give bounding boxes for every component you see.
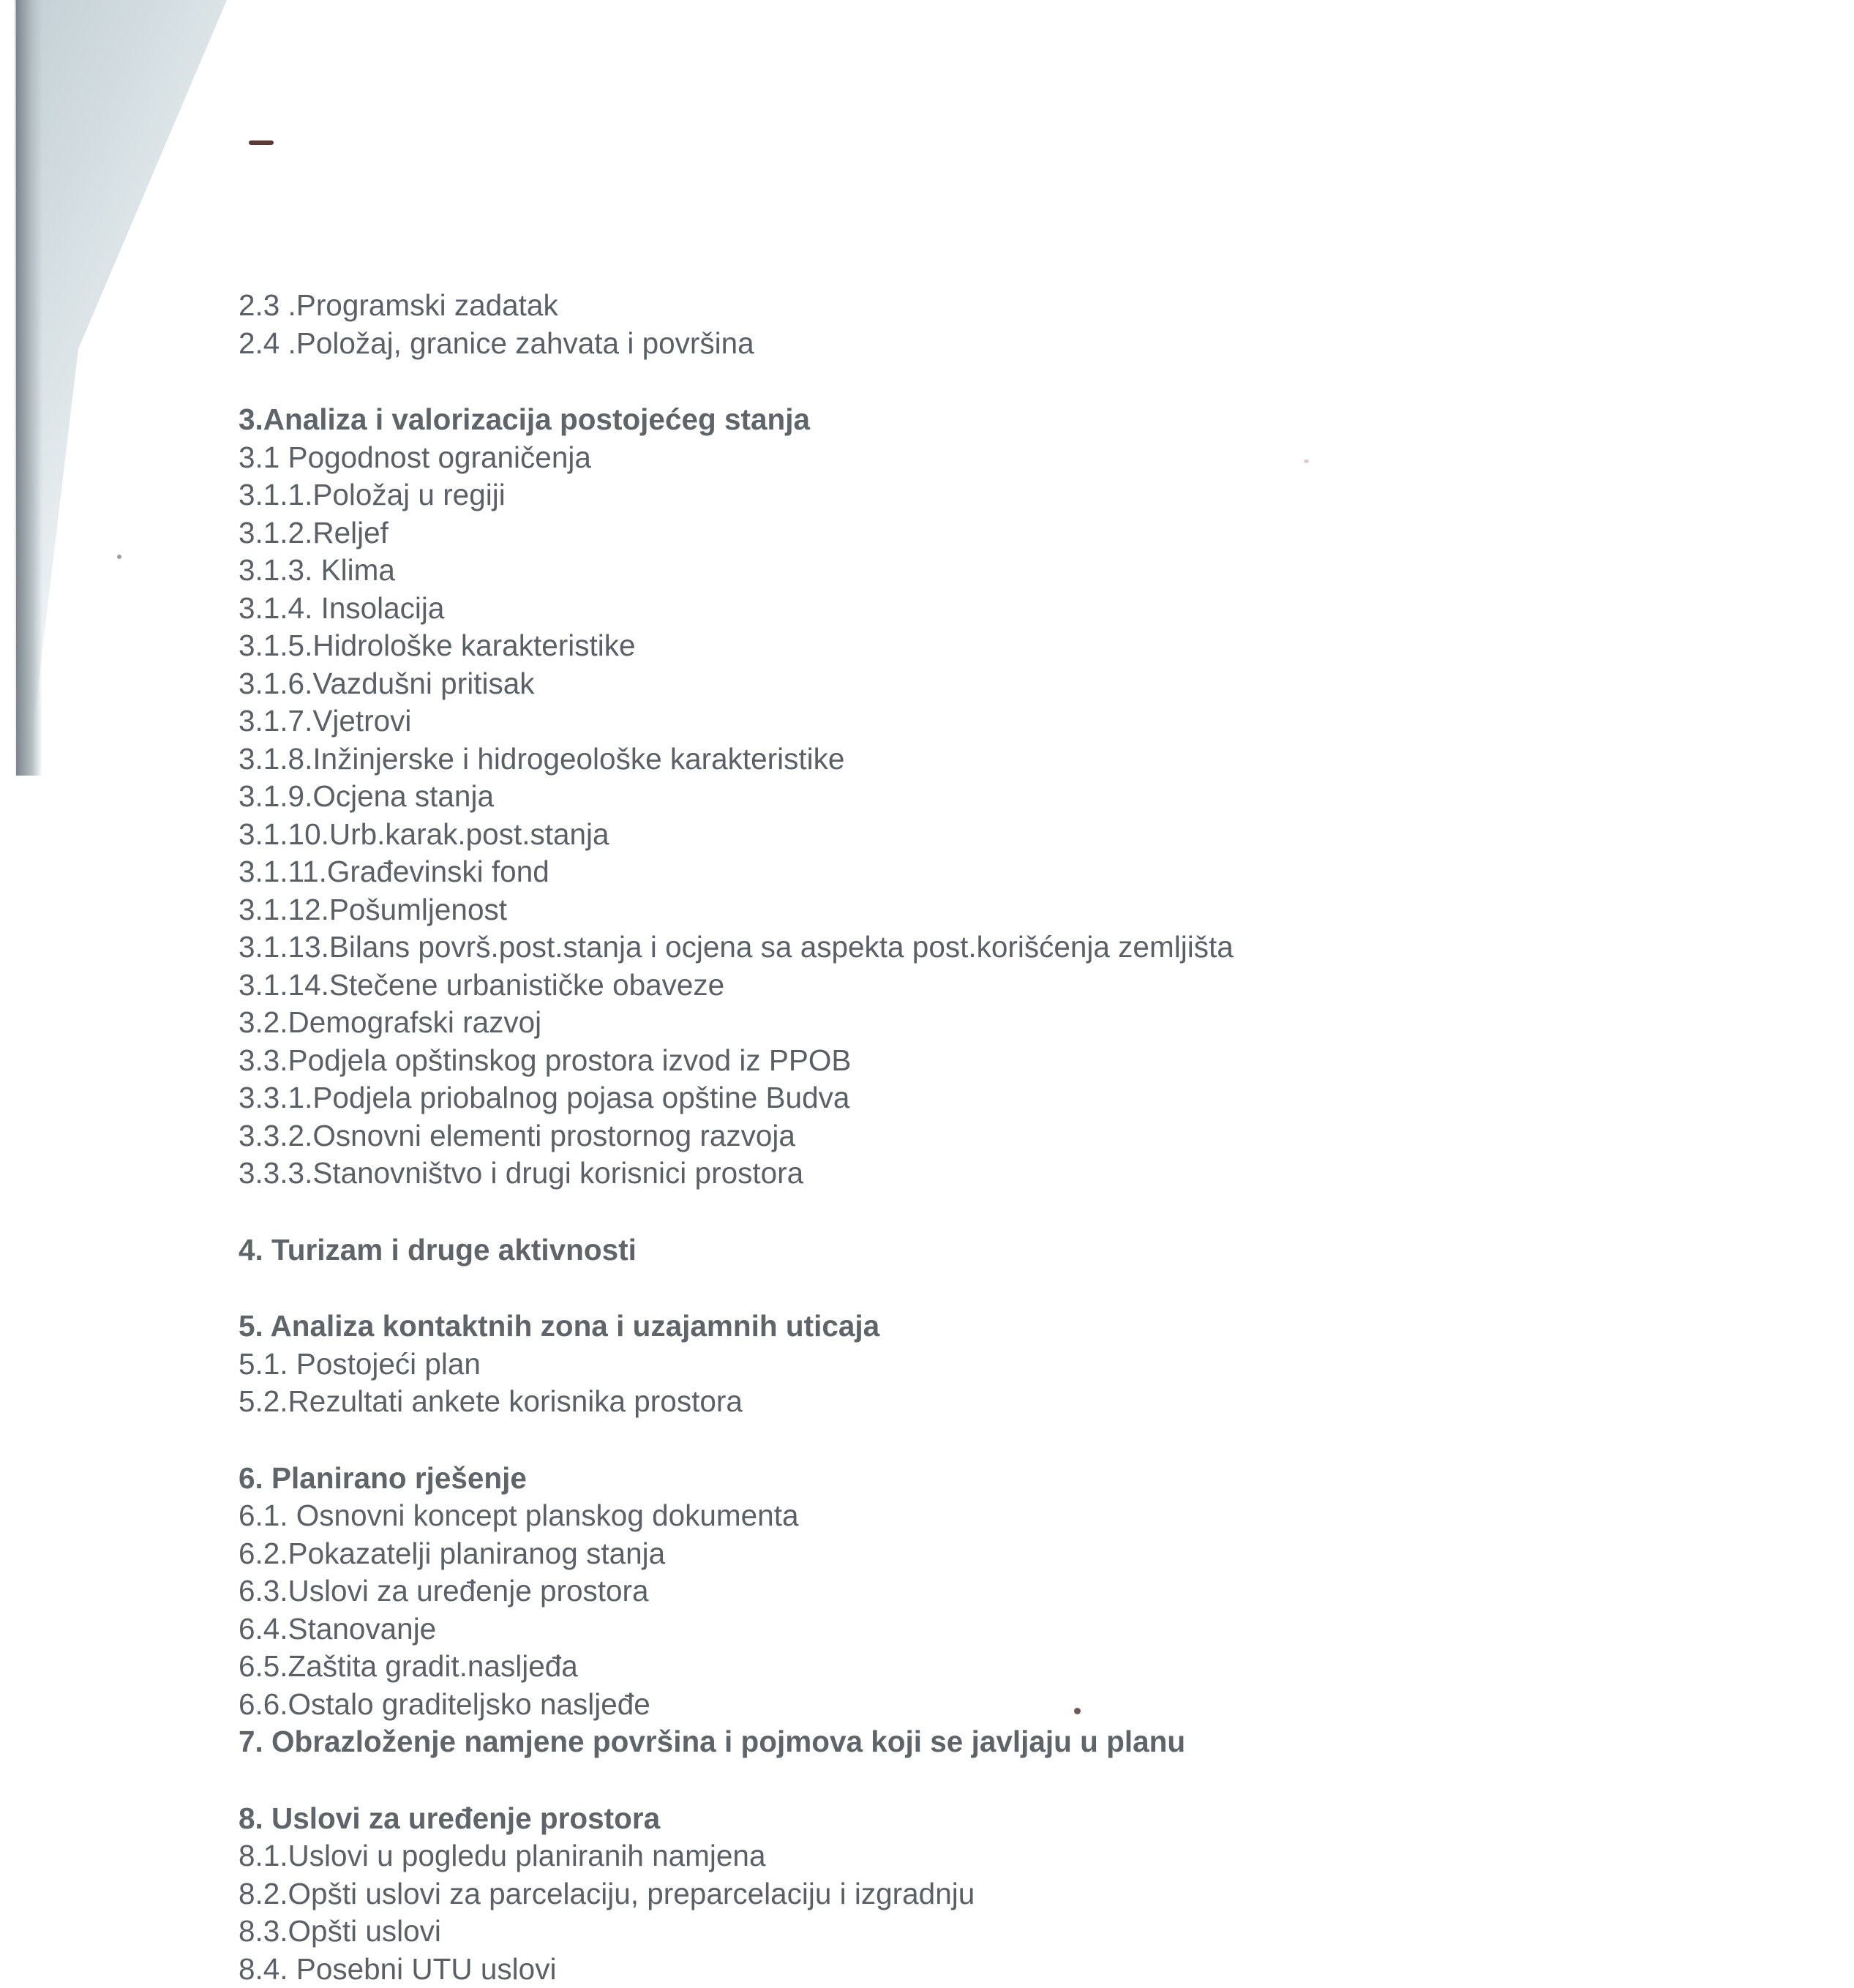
- toc-entry: 3.1.11.Građevinski fond: [239, 853, 1702, 891]
- toc-entry: 3.1.2.Reljef: [239, 514, 1702, 552]
- toc-section-heading: 3.Analiza i valorizacija postojećeg stanja: [239, 401, 1702, 439]
- toc-entry: 2.3 .Programski zadatak: [239, 287, 1702, 325]
- toc-entry: 3.1.12.Pošumljenost: [239, 891, 1702, 929]
- toc-entry: 3.1.13.Bilans površ.post.stanja i ocjena sa aspekta post.korišćenja zemljišta: [239, 929, 1702, 967]
- table-of-contents: [239, 287, 1702, 1988]
- toc-entry: 3.2.Demografski razvoj: [239, 1004, 1702, 1042]
- toc-entry: 3.3.3.Stanovništvo i drugi korisnici prostora: [239, 1155, 1702, 1193]
- toc-entry: 5.2.Rezultati ankete korisnika prostora: [239, 1383, 1702, 1421]
- toc-entry: 3.1.4. Insolacija: [239, 590, 1702, 628]
- toc-section-heading: 8. Uslovi za uređenje prostora: [239, 1800, 1702, 1838]
- toc-entry: 3.1 Pogodnost ograničenja: [239, 439, 1702, 477]
- toc-entry: 3.1.5.Hidrološke karakteristike: [239, 627, 1702, 665]
- toc-entry: 8.3.Opšti uslovi: [239, 1913, 1702, 1951]
- toc-entry: 8.1.Uslovi u pogledu planiranih namjena: [239, 1837, 1702, 1875]
- toc-entry: 6.3.Uslovi za uređenje prostora: [239, 1572, 1702, 1610]
- toc-section-heading: 6. Planirano rješenje: [239, 1460, 1702, 1498]
- toc-entry: 3.1.7.Vjetrovi: [239, 702, 1702, 740]
- toc-entry: 3.3.2.Osnovni elementi prostornog razvoja: [239, 1117, 1702, 1155]
- toc-entry: 8.4. Posebni UTU uslovi: [239, 1951, 1702, 1988]
- scan-shadow: [15, 0, 227, 776]
- toc-section-heading: 7. Obrazloženje namjene površina i pojmova koji se javljaju u planu: [239, 1723, 1702, 1761]
- toc-entry: 3.3.Podjela opštinskog prostora izvod iz PPOB: [239, 1042, 1702, 1080]
- scan-mark: [249, 140, 274, 145]
- toc-entry: 3.1.3. Klima: [239, 552, 1702, 590]
- toc-entry: 3.3.1.Podjela priobalnog pojasa opštine Budva: [239, 1079, 1702, 1117]
- toc-entry: 6.5.Zaštita gradit.nasljeđa: [239, 1648, 1702, 1686]
- toc-section-heading: 5. Analiza kontaktnih zona i uzajamnih uticaja: [239, 1308, 1702, 1346]
- toc-entry: 3.1.9.Ocjena stanja: [239, 778, 1702, 816]
- scan-edge: [16, 0, 42, 776]
- toc-entry: 2.4 .Položaj, granice zahvata i površina: [239, 325, 1702, 363]
- scan-speck: [117, 555, 121, 559]
- toc-entry: 3.1.8.Inžinjerske i hidrogeološke karakteristike: [239, 740, 1702, 779]
- toc-entry: 5.1. Postojeći plan: [239, 1346, 1702, 1384]
- toc-entry: 3.1.14.Stečene urbanističke obaveze: [239, 967, 1702, 1005]
- toc-entry: 3.1.10.Urb.karak.post.stanja: [239, 816, 1702, 854]
- toc-entry: 8.2.Opšti uslovi za parcelaciju, preparcelaciju i izgradnju: [239, 1875, 1702, 1913]
- toc-entry: 3.1.6.Vazdušni pritisak: [239, 665, 1702, 703]
- toc-entry: 6.6.Ostalo graditeljsko nasljeđe: [239, 1686, 1702, 1724]
- toc-entry: 6.2.Pokazatelji planiranog stanja: [239, 1535, 1702, 1573]
- toc-entry: 6.1. Osnovni koncept planskog dokumenta: [239, 1497, 1702, 1535]
- toc-entry: 3.1.1.Položaj u regiji: [239, 476, 1702, 514]
- toc-entry: 6.4.Stanovanje: [239, 1610, 1702, 1648]
- toc-section-heading: 4. Turizam i druge aktivnosti: [239, 1231, 1702, 1269]
